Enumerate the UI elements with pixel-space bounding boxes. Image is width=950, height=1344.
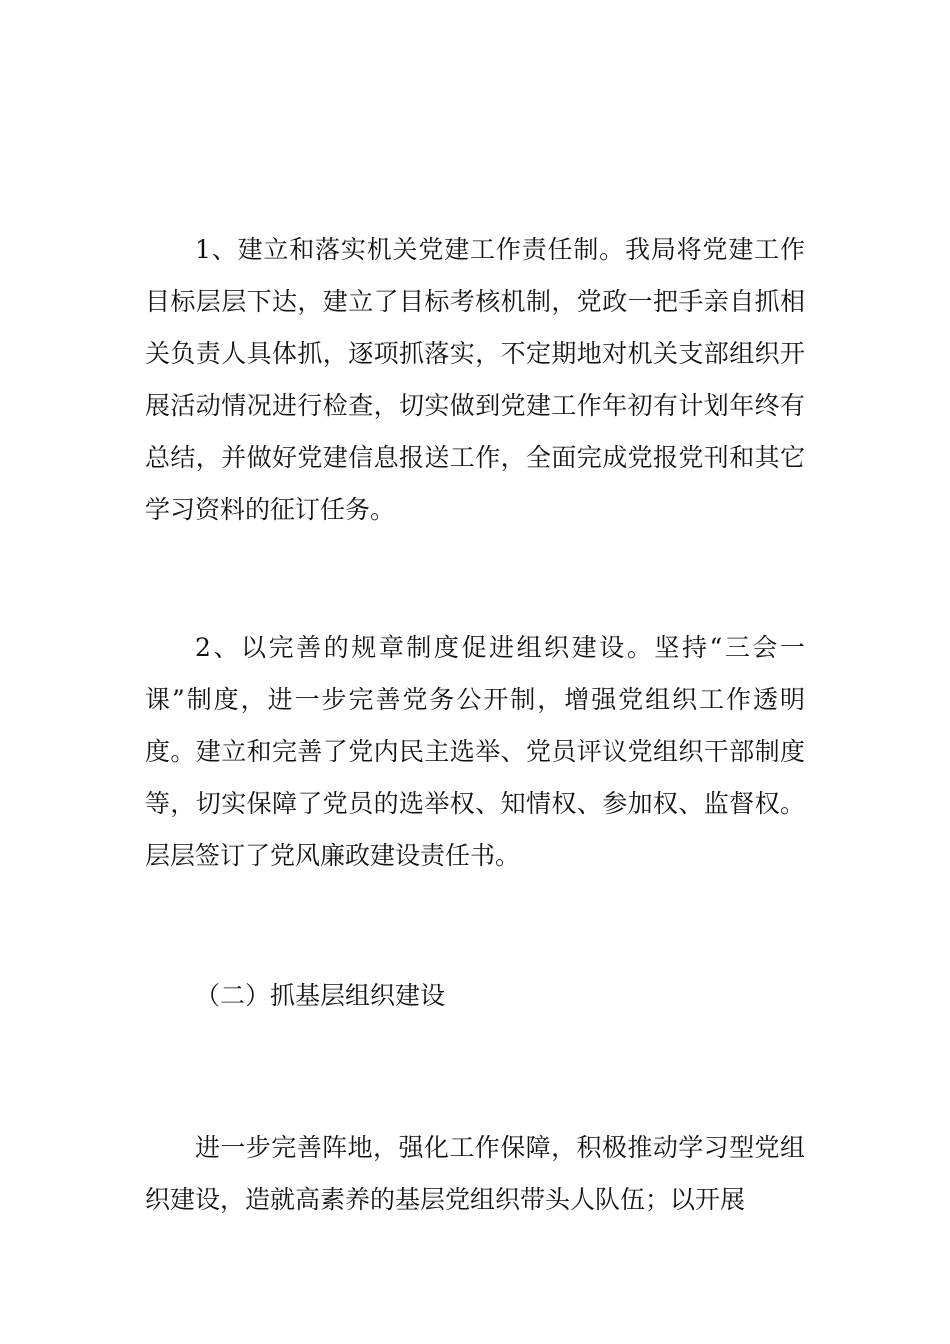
paragraph-party-building-responsibility: 1、建立和落实机关党建工作责任制。我局将党建工作目标层层下达，建立了目标考核机制，党政一把手亲自抓相关负责人具体抓，逐项抓落实，不定期地对机关支部组织开展活动情况进行检查，切实做到党建工作年初有计划年终有总结，并做好党建信息报送工作，全面完成党报党刊和其它学习资料的征订任务。 xyxy=(145,235,805,524)
paragraph-grassroots-building: 进一步完善阵地，强化工作保障，积极推动学习型党组织建设，造就高素养的基层党组织带头人队伍；以开展 xyxy=(145,1133,805,1214)
section-heading-grassroots-organization: （二）抓基层组织建设 xyxy=(195,981,446,1010)
paragraph-rules-and-regulations: 2、以完善的规章制度促进组织建设。坚持“三会一课”制度，进一步完善党务公开制，增强党组织工作透明度。建立和完善了党内民主选举、党员评议党组织干部制度等，切实保障了党员的选举权、知情权、参加权、监督权。层层签订了党风廉政建设责任书。 xyxy=(145,633,805,870)
